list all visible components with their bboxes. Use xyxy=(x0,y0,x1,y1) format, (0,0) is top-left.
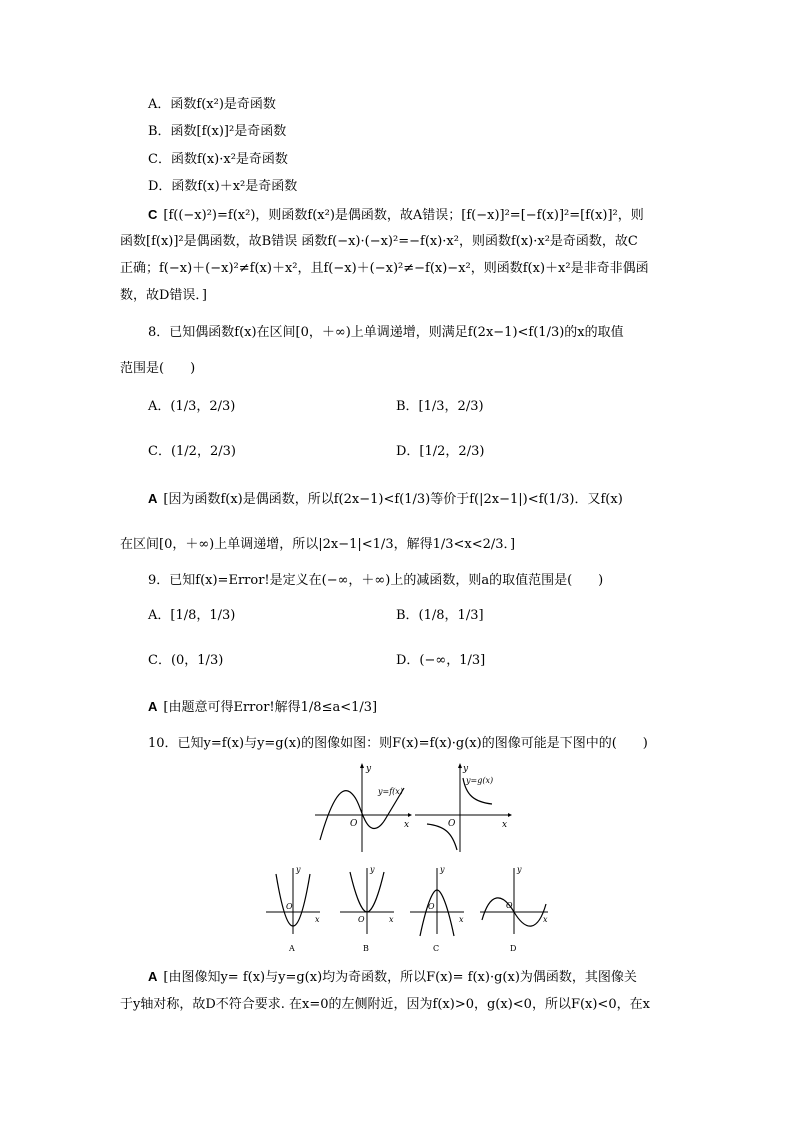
q9-option-a: A．[1/8，1/3) xyxy=(148,608,236,623)
x-arrow-icon xyxy=(508,813,512,817)
g-label: y=g(x) xyxy=(466,776,494,785)
choice-label-a: A xyxy=(289,944,295,953)
choice-graph-d xyxy=(476,862,552,957)
q7-option-d: D．函数f(x)＋x²是奇函数 xyxy=(148,179,298,194)
choice-graph-c xyxy=(406,862,468,957)
q8-explanation-line-2: 在区间[0，＋∞)上单调递增，所以|2x−1|<1/3，解得1/3<x<2/3．] xyxy=(120,537,516,552)
svg-text:y: y xyxy=(370,865,375,874)
q9-answer-key: A xyxy=(148,699,158,714)
q10-answer-key: A xyxy=(148,969,158,984)
q8-option-a: A．(1/3，2/3) xyxy=(148,399,236,414)
y-arrow-icon xyxy=(360,763,364,768)
graph-f xyxy=(312,760,412,855)
y-label: y xyxy=(463,764,469,774)
svg-text:y: y xyxy=(296,865,301,874)
svg-text:O: O xyxy=(286,902,293,911)
choice-label-d: D xyxy=(510,944,517,953)
q8-answer-key: A xyxy=(148,491,158,506)
q7-explanation-line-1: C [f((−x)²)=f(x²)，则函数f(x²)是偶函数，故A错误；[f(−x)]²=[−f(x)]²=[f(x)]²，则 xyxy=(148,207,644,223)
q8-stem-line-1: 8．已知偶函数f(x)在区间[0，＋∞)上单调递增，则满足f(2x−1)<f(1/3)的x的取值 xyxy=(148,325,624,340)
q10-explanation-line-1: A [由图像知y= f(x)与y=g(x)均为奇函数，所以F(x)= f(x)·g(x)为偶函数，其图像关 xyxy=(148,969,637,985)
svg-text:x: x xyxy=(315,915,320,924)
q8-explanation-line-1: A [因为函数f(x)是偶函数，所以f(2x−1)<f(1/3)等价于f(|2x−1|)<f(1/3)．又f(x) xyxy=(148,491,623,507)
q7-answer-key: C xyxy=(148,207,158,222)
choice-graph-b xyxy=(336,862,398,957)
q9-stem: 9．已知f(x)=Error!是定义在(−∞，＋∞)上的减函数，则a的取值范围是( ) xyxy=(148,573,604,588)
q7-option-b: B．函数[f(x)]²是奇函数 xyxy=(148,124,287,139)
choice-graph-a xyxy=(262,862,324,957)
q10-stem: 10．已知y=f(x)与y=g(x)的图像如图：则F(x)=f(x)·g(x)的图像可能是下图中的( ) xyxy=(148,736,648,751)
q7-explanation-line-3: 正确；f(−x)＋(−x)²≠f(x)＋x²，且f(−x)＋(−x)²≠−f(x)−x²，则函数f(x)＋x²是非奇非偶函 xyxy=(120,261,649,276)
q9-option-c: C．(0，1/3) xyxy=(148,653,224,668)
q8-option-d: D．[1/2，2/3) xyxy=(396,444,485,459)
q9-option-d: D．(−∞，1/3] xyxy=(396,653,486,668)
q7-explanation-line-2: 函数[f(x)]²是偶函数，故B错误 函数f(−x)·(−x)²=−f(x)·x²，则函数f(x)·x²是奇函数，故C xyxy=(120,234,638,249)
svg-text:y: y xyxy=(517,865,522,874)
q8-stem-line-2: 范围是( ) xyxy=(120,361,196,376)
q10-explanation-line-2: 于y轴对称，故D不符合要求. 在x=0的左侧附近，因为f(x)>0，g(x)<0，所以F(x)<0，在x xyxy=(120,997,650,1012)
choice-label-c: C xyxy=(433,944,440,953)
svg-text:O: O xyxy=(428,902,435,911)
q9-option-b: B．(1/8，1/3] xyxy=(396,608,484,623)
svg-text:y: y xyxy=(440,865,445,874)
x-label: x xyxy=(502,820,508,830)
svg-text:x: x xyxy=(543,915,548,924)
choice-label-b: B xyxy=(363,944,369,953)
q8-option-c: C．(1/2，2/3) xyxy=(148,444,236,459)
q8-option-b: B．[1/3，2/3) xyxy=(396,399,484,414)
q7-option-a: A．函数f(x²)是奇函数 xyxy=(148,97,276,112)
origin-label: O xyxy=(448,819,456,829)
svg-text:O: O xyxy=(506,901,513,910)
f-label: y=f(x) xyxy=(378,787,403,796)
x-label: x xyxy=(404,820,410,830)
y-label: y xyxy=(366,764,372,774)
q7-explanation-line-4: 数，故D错误．] xyxy=(120,288,207,303)
svg-text:O: O xyxy=(358,915,365,924)
q7-option-c: C．函数f(x)·x²是奇函数 xyxy=(148,152,288,167)
graph-g xyxy=(412,760,512,855)
svg-text:x: x xyxy=(459,915,464,924)
y-arrow-icon xyxy=(458,763,462,768)
q9-explanation: A [由题意可得Error!解得1/8≤a<1/3] xyxy=(148,699,378,715)
origin-label: O xyxy=(350,819,358,829)
svg-text:x: x xyxy=(389,915,394,924)
